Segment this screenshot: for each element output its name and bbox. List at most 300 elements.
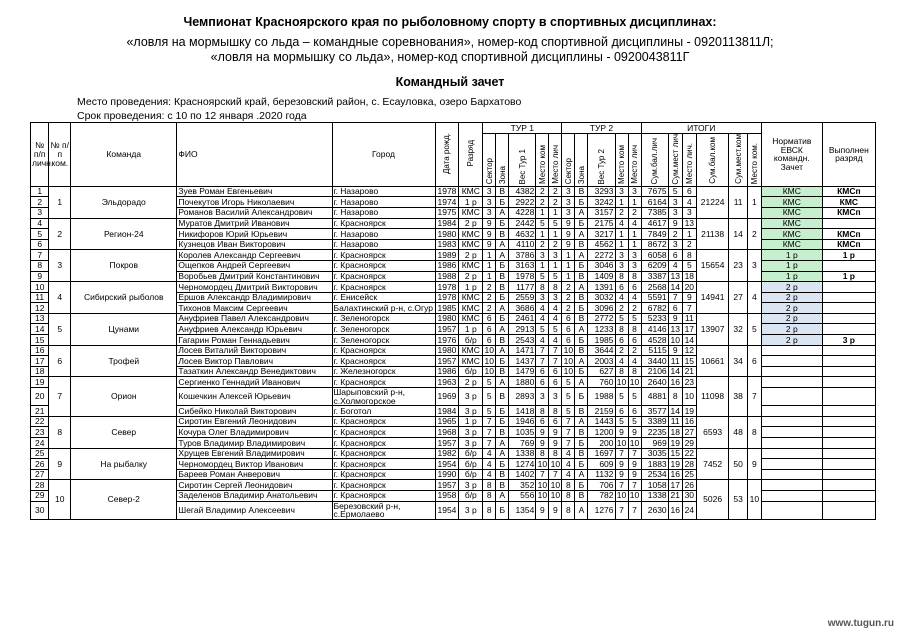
cell-place-pers: 4 <box>682 197 696 208</box>
cell-pk1: 10 <box>537 458 548 469</box>
cell-norm: КМС <box>761 229 822 240</box>
cell-done <box>822 218 875 229</box>
cell-w1: 1402 <box>509 469 536 480</box>
cell-z2: В <box>575 427 588 438</box>
col-sector-1: Сектор <box>484 157 494 185</box>
cell-city: г. Красноярск <box>332 416 435 427</box>
cell-team-places: 48 <box>729 416 747 448</box>
cell-pl1: 10 <box>550 479 561 490</box>
cell-w1: 1978 <box>509 271 536 282</box>
cell-team-place: 4 <box>747 282 761 314</box>
cell-pk2: 1 <box>615 197 628 208</box>
cell-num: 1 <box>31 186 49 197</box>
cell-z1: Б <box>496 197 509 208</box>
cell-sum-places: 7 <box>668 292 682 303</box>
cell-year: 1965 <box>435 416 459 427</box>
cell-team-num: 6 <box>49 345 71 377</box>
cell-fio: Бареев Роман Анверович <box>177 469 332 480</box>
cell-pk1: 10 <box>537 490 548 501</box>
cell-done <box>822 480 875 491</box>
cell-rank: КМС <box>459 356 483 367</box>
cell-city: г. Красноярск <box>332 438 435 449</box>
cell-place-pers: 19 <box>682 406 696 417</box>
cell-z1: В <box>496 469 509 480</box>
cell-year: 1988 <box>435 271 459 282</box>
cell-pk2: 6 <box>615 282 628 293</box>
cell-s1: 8 <box>483 501 496 519</box>
cell-done <box>822 501 875 519</box>
cell-z1: А <box>496 207 509 218</box>
cell-pl1: 1 <box>549 229 562 240</box>
cell-pk2: 7 <box>615 501 628 519</box>
cell-z2: А <box>575 229 588 240</box>
cell-s2: 3 <box>562 186 575 197</box>
cell-s2: 1 <box>562 271 575 282</box>
cell-sum-places: 2 <box>668 229 682 240</box>
col-zone-1: Зона <box>497 166 507 185</box>
cell-rank: КМС <box>459 229 483 240</box>
cell-team-name: Север <box>71 416 177 448</box>
col-city: Город <box>332 123 435 187</box>
cell-sum-pts: 8672 <box>641 239 668 250</box>
cell-w1: 1274 <box>509 459 536 470</box>
cell-sum-pts: 969 <box>641 438 668 449</box>
cell-city: г. Красноярск <box>332 271 435 282</box>
cell-fio: Сергиенко Геннадий Иванович <box>177 377 332 388</box>
cell-place-pers: 17 <box>682 324 696 335</box>
cell-pl2: 3 <box>628 260 641 271</box>
col-place-team-2: Место ком <box>617 145 627 185</box>
cell-z2: Б <box>575 260 588 271</box>
cell-pk1: 2 <box>536 239 549 250</box>
cell-team-sum: 21138 <box>696 218 729 250</box>
cell-city: г. Железногорск <box>332 366 435 377</box>
cell-pl2: 8 <box>628 324 641 335</box>
cell-pk1: 8 <box>536 282 549 293</box>
cell-sum-pts: 3387 <box>641 271 668 282</box>
cell-place-pers: 7 <box>682 303 696 314</box>
cell-w1: 1354 <box>509 501 536 519</box>
cell-team-place: 9 <box>747 448 761 480</box>
cell-pk2: 5 <box>615 388 628 406</box>
cell-s1: 2 <box>483 303 496 314</box>
cell-year: 1989 <box>435 250 459 261</box>
cell-sum-pts: 2630 <box>641 501 668 519</box>
cell-team-place: 2 <box>747 218 761 250</box>
cell-rank: КМС <box>459 313 483 324</box>
cell-num: 17 <box>31 356 49 367</box>
cell-pk2: 4 <box>615 356 628 367</box>
cell-z1: В <box>496 388 509 406</box>
cell-s1: 3 <box>483 207 496 218</box>
watermark: www.tugun.ru <box>827 618 894 629</box>
cell-s1: 5 <box>483 388 496 406</box>
cell-w2: 1988 <box>588 388 615 406</box>
cell-z2: В <box>575 345 588 356</box>
cell-team-places: 50 <box>729 448 747 480</box>
cell-sum-places: 9 <box>668 345 682 356</box>
cell-pk1: 5 <box>536 218 549 229</box>
table-row <box>31 218 876 229</box>
cell-pl1: 8 <box>549 448 562 459</box>
cell-team-places: 32 <box>729 313 747 345</box>
cell-z1: А <box>496 438 509 449</box>
cell-norm <box>761 366 822 377</box>
cell-done <box>822 260 875 271</box>
col-sum-places-team: Сум.мест.ком <box>733 134 743 185</box>
cell-w2: 782 <box>588 490 615 501</box>
cell-z1: В <box>496 186 509 197</box>
cell-num: 7 <box>31 250 49 261</box>
cell-sum-pts: 5233 <box>641 313 668 324</box>
cell-s1: 4 <box>483 469 496 480</box>
cell-s2: 10 <box>563 355 574 366</box>
results-table <box>30 122 876 520</box>
table-row <box>31 313 876 324</box>
cell-team-num: 9 <box>49 448 71 480</box>
cell-city: Балахтинский р-н, с.Огур <box>332 303 435 314</box>
cell-fio: Романов Василий Александрович <box>177 207 332 218</box>
cell-pk2: 8 <box>615 324 628 335</box>
venue-text: Место проведения: Красноярский край, березовский район, с. Есауловка, озеро Бархатово <box>77 96 522 108</box>
cell-city: г. Красноярск <box>332 448 435 459</box>
cell-norm: 1 р <box>761 260 822 271</box>
cell-s1: 1 <box>483 271 496 282</box>
cell-s2: 5 <box>562 388 575 406</box>
dates-text: Срок проведения: с 10 по 12 января .2020 года <box>77 110 307 122</box>
cell-pk1: 1 <box>536 207 549 218</box>
cell-done <box>822 324 875 335</box>
cell-city: г. Красноярск <box>332 356 435 367</box>
cell-w2: 3242 <box>588 197 615 208</box>
cell-w2: 3217 <box>588 229 615 240</box>
cell-team-places: 38 <box>729 377 747 416</box>
cell-sum-places: 19 <box>668 459 682 470</box>
cell-w2: 760 <box>588 377 615 388</box>
cell-pl1: 10 <box>550 490 561 501</box>
cell-sum-places: 5 <box>668 186 682 197</box>
cell-z1: Б <box>496 406 509 417</box>
cell-sum-places: 21 <box>668 490 682 501</box>
cell-s1: 2 <box>483 282 496 293</box>
col-sector-2: Сектор <box>563 157 573 185</box>
cell-pl1: 4 <box>549 313 562 324</box>
cell-team-name: Север-2 <box>71 480 177 519</box>
cell-sum-places: 9 <box>668 218 682 229</box>
cell-team-num: 5 <box>49 313 71 345</box>
cell-city: г. Красноярск <box>332 480 435 491</box>
cell-place-pers: 10 <box>682 388 696 406</box>
cell-pl2: 5 <box>628 388 641 406</box>
cell-num: 8 <box>31 260 49 271</box>
cell-city: г. Красноярск <box>332 345 435 356</box>
cell-fio: Почекутов Игорь Николаевич <box>177 197 332 208</box>
cell-team-places: 34 <box>729 345 747 377</box>
cell-z2: Б <box>575 388 588 406</box>
cell-s2: 10 <box>563 366 574 377</box>
cell-pl1: 3 <box>549 292 562 303</box>
cell-city: г. Красноярск <box>332 377 435 388</box>
cell-done: КМСп <box>822 186 875 197</box>
cell-w2: 1391 <box>588 282 615 293</box>
cell-sum-pts: 4881 <box>641 388 668 406</box>
col-place-team-1: Место ком <box>537 145 547 185</box>
col-itogi: ИТОГИ <box>641 123 761 134</box>
cell-num: 12 <box>31 303 49 314</box>
cell-team-place: 1 <box>747 186 761 218</box>
cell-z2: Б <box>575 335 588 346</box>
cell-pk1: 1 <box>536 260 549 271</box>
cell-year: 1990 <box>435 469 459 480</box>
cell-done <box>822 345 875 356</box>
cell-num: 15 <box>31 335 49 346</box>
cell-fio: Кочура Олег Владимирович <box>177 427 332 438</box>
cell-pl2: 4 <box>628 356 641 367</box>
cell-pk2: 3 <box>615 250 628 261</box>
cell-norm <box>761 490 822 501</box>
cell-s2: 6 <box>562 324 575 335</box>
cell-num: 5 <box>31 229 49 240</box>
cell-year: 1968 <box>435 427 459 438</box>
cell-done: КМС <box>822 197 875 208</box>
col-rank: Разряд <box>466 140 476 167</box>
cell-pk1: 3 <box>536 250 549 261</box>
cell-pl2: 6 <box>628 282 641 293</box>
cell-w2: 1985 <box>588 335 615 346</box>
cell-team-name: Орион <box>71 377 177 416</box>
cell-sum-pts: 6058 <box>641 250 668 261</box>
cell-z2: Б <box>575 366 588 377</box>
cell-sum-places: 3 <box>668 197 682 208</box>
cell-pl1: 5 <box>549 271 562 282</box>
cell-city: г. Красноярск <box>332 282 435 293</box>
cell-place-pers: 1 <box>682 229 696 240</box>
cell-team-sum: 15654 <box>696 250 729 282</box>
cell-z2: А <box>575 377 588 388</box>
cell-w2: 200 <box>588 438 615 449</box>
cell-z1: А <box>496 448 509 459</box>
cell-fio: Муратов Дмитрий Иванович <box>177 218 332 229</box>
cell-year: 1986 <box>435 260 459 271</box>
cell-w1: 3163 <box>509 260 536 271</box>
cell-s1: 10 <box>484 366 494 377</box>
cell-pk1: 5 <box>536 324 549 335</box>
cell-pl2: 7 <box>628 501 641 519</box>
cell-s2: 2 <box>562 292 575 303</box>
cell-pk2: 9 <box>615 427 628 438</box>
cell-team-places: 11 <box>729 186 747 218</box>
cell-place-pers: 5 <box>682 260 696 271</box>
cell-sum-pts: 1338 <box>641 490 668 501</box>
col-zone-2: Зона <box>576 166 586 185</box>
cell-s1: 1 <box>483 250 496 261</box>
cell-s1: 9 <box>483 239 496 250</box>
cell-w2: 3293 <box>588 186 615 197</box>
cell-w1: 2461 <box>509 313 536 324</box>
cell-sum-places: 14 <box>668 406 682 417</box>
cell-w2: 2772 <box>588 313 615 324</box>
cell-z1: А <box>496 324 509 335</box>
cell-pl1: 5 <box>549 218 562 229</box>
cell-team-num: 4 <box>49 282 71 314</box>
cell-w2: 627 <box>588 366 615 377</box>
cell-z1: В <box>496 282 509 293</box>
cell-pl1: 7 <box>549 345 562 356</box>
cell-pl1: 8 <box>549 282 562 293</box>
cell-pl2: 3 <box>628 250 641 261</box>
cell-fio: Сиротин Евгений Леонидович <box>177 416 332 427</box>
cell-pl2: 2 <box>628 345 641 356</box>
cell-s2: 2 <box>562 282 575 293</box>
cell-s1: 10 <box>484 355 494 366</box>
cell-sum-places: 15 <box>668 448 682 459</box>
cell-pk2: 9 <box>615 459 628 470</box>
cell-pk2: 2 <box>615 207 628 218</box>
cell-s1: 6 <box>483 324 496 335</box>
cell-z2: В <box>575 313 588 324</box>
cell-s2: 8 <box>562 490 575 501</box>
cell-team-place: 10 <box>747 480 761 519</box>
cell-year: 1957 <box>435 324 459 335</box>
cell-pl2: 7 <box>628 448 641 459</box>
cell-s2: 2 <box>562 303 575 314</box>
cell-s1: 7 <box>483 438 496 449</box>
cell-pl2: 9 <box>628 459 641 470</box>
cell-sum-pts: 3035 <box>641 448 668 459</box>
cell-place-pers: 11 <box>682 313 696 324</box>
cell-team-sum: 7452 <box>696 448 729 480</box>
cell-pl2: 9 <box>628 469 641 480</box>
cell-city: г. Назарово <box>332 239 435 250</box>
cell-fio: Кузнецов Иван Викторович <box>177 239 332 250</box>
cell-done <box>822 406 875 417</box>
cell-pk2: 1 <box>615 239 628 250</box>
cell-pk1: 4 <box>536 313 549 324</box>
cell-w1: 2543 <box>509 335 536 346</box>
cell-w1: 1437 <box>509 356 536 367</box>
cell-team-name: Регион-24 <box>71 218 177 250</box>
cell-w2: 2175 <box>588 218 615 229</box>
cell-year: 1975 <box>435 207 459 218</box>
cell-w1: 1880 <box>509 377 536 388</box>
table-row <box>31 282 876 293</box>
cell-pl2: 2 <box>628 207 641 218</box>
cell-fio: Лосев Виталий Викторович <box>177 345 332 356</box>
cell-done: 3 р <box>822 335 875 346</box>
cell-w1: 3786 <box>509 250 536 261</box>
cell-pl1: 6 <box>549 377 562 388</box>
cell-w2: 3032 <box>588 292 615 303</box>
cell-pl2: 5 <box>628 313 641 324</box>
cell-s2: 8 <box>562 501 575 519</box>
cell-norm: КМС <box>761 197 822 208</box>
cell-rank: 2 р <box>459 271 483 282</box>
cell-w1: 4228 <box>509 207 536 218</box>
cell-team-name: Цунами <box>71 313 177 345</box>
cell-s2: 7 <box>562 427 575 438</box>
cell-place-pers: 15 <box>682 356 696 367</box>
cell-team-places: 14 <box>729 218 747 250</box>
col-num-team: № п/п ком. <box>49 123 71 187</box>
cell-sum-pts: 2235 <box>641 427 668 438</box>
cell-s1: 1 <box>483 260 496 271</box>
cell-pk1: 8 <box>536 448 549 459</box>
cell-z2: В <box>575 448 588 459</box>
col-place-pers-total: Место лич. <box>684 143 694 185</box>
discipline-line-1: «ловля на мормышку со льда – командные соревнования», номер-код спортивной дисциплины - 0920113811Л; <box>126 35 774 49</box>
cell-s2: 9 <box>562 229 575 240</box>
cell-s2: 5 <box>562 406 575 417</box>
cell-w1: 3686 <box>509 303 536 314</box>
cell-s2: 5 <box>562 377 575 388</box>
cell-norm <box>761 377 822 388</box>
cell-norm: КМС <box>761 186 822 197</box>
cell-num: 21 <box>31 406 49 417</box>
cell-place-pers: 8 <box>682 250 696 261</box>
cell-z2: В <box>575 271 588 282</box>
cell-year: 1957 <box>435 438 459 449</box>
cell-w1: 2922 <box>509 197 536 208</box>
cell-w2: 1697 <box>588 448 615 459</box>
cell-z1: Б <box>496 416 509 427</box>
cell-sum-places: 16 <box>668 377 682 388</box>
col-tour1: ТУР 1 <box>483 123 562 134</box>
table-row <box>31 250 876 261</box>
col-birth: Дата рожд. <box>442 133 452 175</box>
cell-done <box>822 303 875 314</box>
cell-pl2: 10 <box>629 376 640 387</box>
cell-z2: А <box>575 356 588 367</box>
page-title: Чемпионат Красноярского края по рыболовному спорту в спортивных дисциплинах: <box>183 15 717 29</box>
cell-s2: 1 <box>562 250 575 261</box>
cell-team-sum: 21224 <box>696 186 729 218</box>
cell-rank: КМС <box>459 345 483 356</box>
cell-fio: Королев Александр Сергеевич <box>177 250 332 261</box>
cell-w1: 352 <box>509 480 536 491</box>
cell-pl1: 8 <box>549 406 562 417</box>
cell-team-place: 7 <box>747 377 761 416</box>
cell-sum-places: 4 <box>668 260 682 271</box>
cell-sum-places: 19 <box>668 438 682 449</box>
cell-sum-pts: 1883 <box>641 459 668 470</box>
cell-pk2: 10 <box>616 490 627 501</box>
cell-s1: 6 <box>483 313 496 324</box>
cell-team-sum: 6593 <box>696 416 729 448</box>
cell-num: 18 <box>31 366 49 377</box>
cell-year: 1957 <box>435 356 459 367</box>
cell-num: 26 <box>31 459 49 470</box>
cell-team-name: Сибирский рыболов <box>71 282 177 314</box>
cell-w2: 1200 <box>588 427 615 438</box>
cell-pl1: 9 <box>549 438 562 449</box>
cell-w2: 609 <box>588 459 615 470</box>
col-sum-places: Сум.мест лич <box>670 133 680 185</box>
cell-s1: 9 <box>483 229 496 240</box>
cell-place-pers: 28 <box>682 459 696 470</box>
cell-pk1: 6 <box>536 416 549 427</box>
cell-sum-pts: 3440 <box>641 356 668 367</box>
cell-team-name: Покров <box>71 250 177 282</box>
cell-rank: б/р <box>459 448 483 459</box>
cell-done <box>822 282 875 293</box>
cell-pl2: 10 <box>629 490 640 501</box>
cell-z2: А <box>575 416 588 427</box>
cell-norm <box>761 501 822 519</box>
cell-pk2: 2 <box>615 345 628 356</box>
cell-pk1: 7 <box>536 345 549 356</box>
cell-team-places: 27 <box>729 282 747 314</box>
results-body <box>31 186 876 519</box>
